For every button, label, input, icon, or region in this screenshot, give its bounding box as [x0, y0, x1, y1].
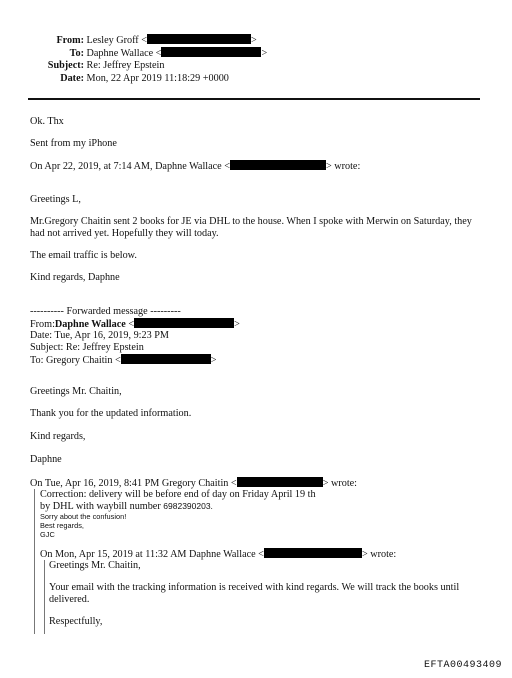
message-greeting: Greetings L, — [30, 194, 81, 205]
message-paragraph: had not arrived yet. Hopefully they will today. — [30, 228, 219, 239]
quote-paragraph: delivered. — [49, 594, 90, 605]
forwarded-from — [30, 318, 240, 331]
header-subject-label: Subject: — [47, 60, 84, 71]
forwarded-from-label: From: — [30, 319, 55, 330]
forwarded-subject: Subject: Re: Jeffrey Epstein — [30, 342, 144, 353]
quote-text: by DHL with waybill number — [40, 501, 164, 512]
quote-paragraph — [40, 501, 213, 513]
message-name: Daphne — [30, 454, 62, 465]
waybill-number: 6982390203. — [163, 501, 213, 511]
quote-intro-wrote: > wrote: — [325, 161, 361, 172]
forwarded-to — [30, 354, 217, 367]
header-subject — [30, 60, 164, 72]
forwarded-to-text: To: Gregory Chaitin < — [30, 355, 121, 366]
header-date-label: Date: — [60, 73, 84, 84]
redaction-block — [134, 318, 234, 328]
quote-intro — [30, 477, 357, 490]
bracket: > — [234, 319, 240, 330]
quote-intro-wrote: > wrote: — [361, 549, 397, 560]
message-paragraph: The email traffic is below. — [30, 250, 137, 261]
quote-closing: Respectfully, — [49, 616, 103, 627]
message-signoff: Kind regards, Daphne — [30, 272, 120, 283]
bracket: > — [251, 35, 257, 46]
quote-best: Best regards, — [40, 521, 84, 530]
quote-intro-text: On Apr 22, 2019, at 7:14 AM, Daphne Wallace < — [30, 161, 230, 172]
header-date-value: Mon, 22 Apr 2019 11:18:29 +0000 — [86, 73, 229, 84]
message-paragraph: Thank you for the updated information. — [30, 408, 192, 419]
quote-sorry: Sorry about the confusion! — [40, 512, 127, 521]
quote-paragraph: Your email with the tracking information is received with kind regards. We will track the books until — [49, 582, 460, 593]
redaction-block — [121, 354, 211, 364]
forwarded-date: Date: Tue, Apr 16, 2019, 9:23 PM — [30, 330, 169, 341]
bracket: > — [210, 355, 217, 366]
message-greeting: Greetings Mr. Chaitin, — [30, 386, 122, 397]
bates-number: EFTA00493409 — [423, 660, 502, 671]
header-from — [30, 34, 257, 47]
quote-sig: GJC — [40, 530, 55, 539]
header-from-label: From: — [56, 35, 84, 46]
quote-intro-wrote: > wrote: — [322, 478, 358, 489]
bracket: < — [125, 319, 135, 330]
header-date — [30, 73, 229, 85]
header-divider — [28, 98, 480, 100]
quote-bar — [44, 560, 45, 634]
redaction-block — [237, 477, 323, 487]
quote-intro — [30, 160, 360, 173]
redaction-block — [161, 47, 261, 57]
reply-line: Ok. Thx — [30, 116, 64, 127]
redaction-block — [230, 160, 326, 170]
bracket: > — [261, 48, 268, 59]
quote-paragraph: Correction: delivery will be before end of day on Friday April 19 th — [40, 489, 316, 500]
header-subject-value: Re: Jeffrey Epstein — [86, 60, 165, 71]
message-signoff: Kind regards, — [30, 431, 86, 442]
quote-intro — [40, 548, 396, 561]
forwarded-from-name: Daphne Wallace — [54, 319, 126, 330]
header-to — [30, 47, 267, 60]
quote-intro-text: On Tue, Apr 16, 2019, 8:41 PM Gregory Chaitin < — [30, 478, 237, 489]
redaction-block — [147, 34, 251, 44]
quote-intro-text: On Mon, Apr 15, 2019 at 11:32 AM Daphne Wallace < — [40, 549, 264, 560]
quote-bar — [34, 489, 35, 634]
redaction-block — [264, 548, 362, 558]
header-from-value: Lesley Groff < — [86, 35, 147, 46]
header-to-value: Daphne Wallace < — [86, 48, 162, 59]
message-paragraph: Mr.Gregory Chaitin sent 2 books for JE via DHL to the house. When I spoke with Merwin on Saturday, they — [30, 216, 472, 227]
forwarded-banner: ---------- Forwarded message --------- — [30, 306, 181, 317]
header-to-label: To: — [69, 48, 84, 59]
quote-greeting: Greetings Mr. Chaitin, — [49, 560, 141, 571]
reply-signature: Sent from my iPhone — [30, 138, 117, 149]
